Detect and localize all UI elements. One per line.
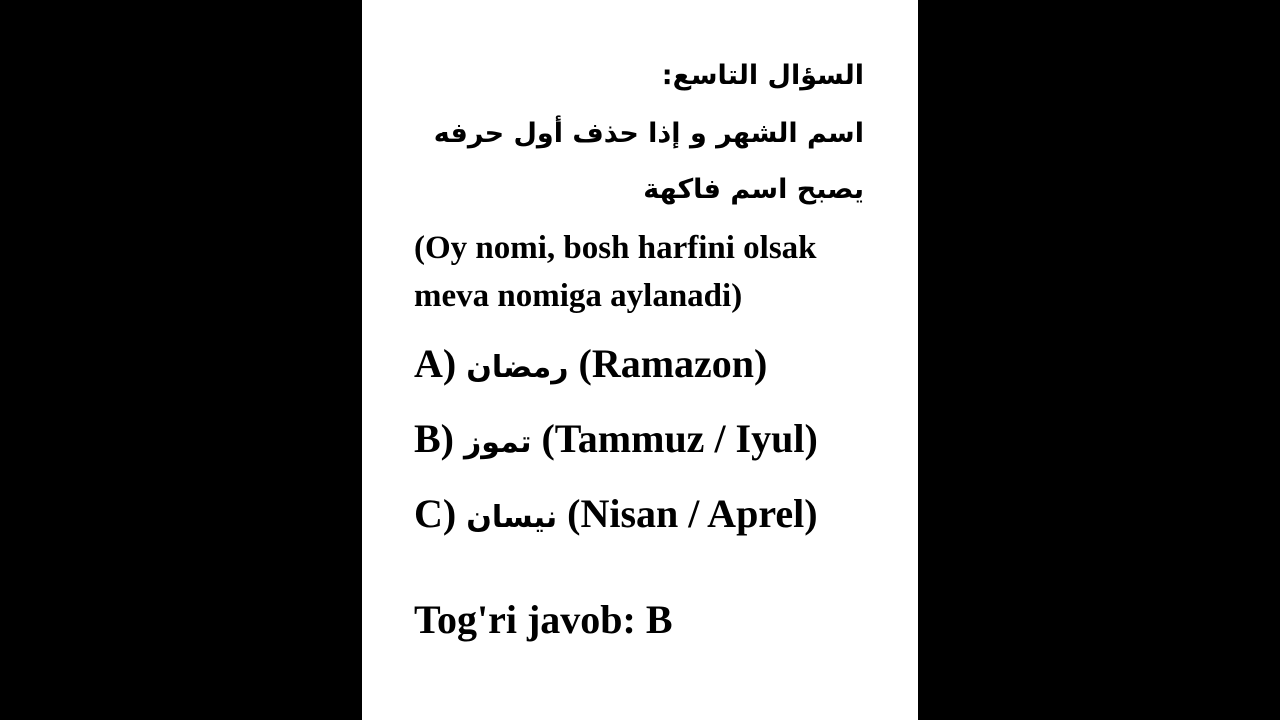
option-c-letter: C) (414, 491, 457, 536)
option-a-arabic: رمضان (466, 350, 569, 385)
translation-line-2: meva nomiga aylanadi) (414, 278, 743, 314)
question-line-1: اسم الشهر و إذا حذف أول حرفه (433, 118, 864, 149)
option-b-letter: B) (414, 416, 454, 461)
question-title: السؤال التاسع: (661, 60, 864, 91)
correct-answer: Tog'ri javob: B (414, 597, 673, 642)
option-c-latin: (Nisan / Aprel) (567, 491, 818, 536)
option-b-arabic: تموز (464, 425, 532, 460)
question-line-2: يصبح اسم فاكهة (643, 174, 864, 205)
option-a-letter: A) (414, 341, 457, 386)
option-a (414, 340, 767, 392)
question-card (362, 0, 918, 720)
translation-line-1: (Oy nomi, bosh harfini olsak (414, 230, 817, 266)
option-b-latin: (Tammuz / Iyul) (541, 416, 818, 461)
option-b (414, 415, 818, 467)
option-a-latin: (Ramazon) (578, 341, 768, 386)
option-c (414, 490, 818, 542)
option-c-arabic: نيسان (466, 500, 558, 535)
